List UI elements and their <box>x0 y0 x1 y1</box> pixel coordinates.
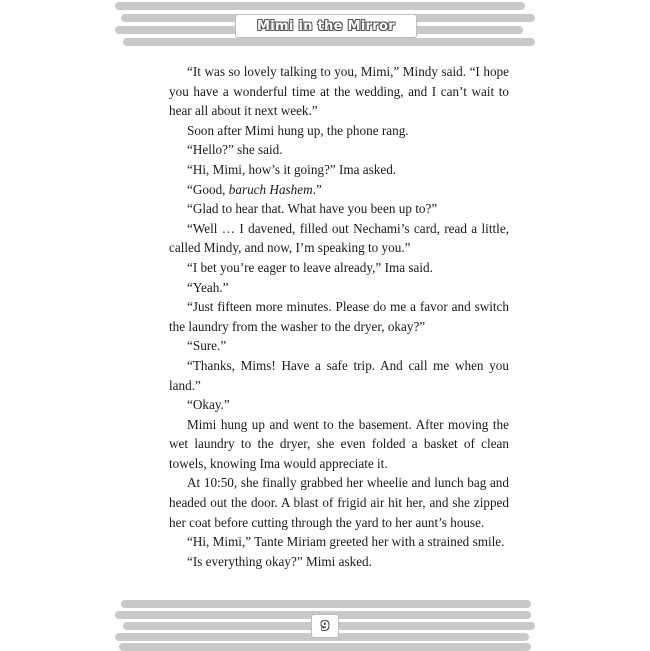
book-title: Mimi in the Mirror <box>257 18 395 34</box>
paragraph: “Sure.” <box>187 338 227 354</box>
paragraph: “Okay.” <box>187 397 230 413</box>
paragraph: Mimi hung up and went to the basement. After moving the wet laundry to the dryer, she even folded a basket of clean towels, knowing Ima would appreciate it. <box>169 416 509 471</box>
paragraph <box>169 180 509 200</box>
paragraph: “Just fifteen more minutes. Please do me a favor and switch the laundry from the washer to the dryer, okay?” <box>169 299 509 334</box>
page-body <box>169 62 509 571</box>
paragraph: Soon after Mimi hung up, the phone rang. <box>187 122 409 138</box>
paragraph: “Yeah.” <box>187 279 229 295</box>
paragraph: At 10:50, she finally grabbed her wheelie and lunch bag and headed out the door. A blast of frigid air hit her, and she zipped her coat before cutting through the yard to her aunt’s house. <box>169 475 509 530</box>
page-number-badge <box>311 614 339 638</box>
paragraph: “Hi, Mimi,” Tante Miriam greeted her with a strained smile. <box>187 534 505 550</box>
page-number: 9 <box>320 619 330 633</box>
paragraph: “Hi, Mimi, how’s it going?” Ima asked. <box>187 161 397 177</box>
paragraph: “Is everything okay?” Mimi asked. <box>187 553 372 569</box>
paragraph: “Well … I davened, filled out Nechami’s card, read a little, called Mindy, and now, I’m speaking to you.” <box>169 220 509 256</box>
paragraph: “It was so lovely talking to you, Mimi,” Mindy said. “I hope you have a wonderful time at the wedding, and I can’t wait to hear all about it next week.” <box>169 64 509 119</box>
italic-phrase: baruch Hashem <box>228 181 313 197</box>
paragraph-text: .” <box>312 181 322 197</box>
running-header <box>235 14 417 38</box>
paragraph: “I bet you’re eager to leave already,” Ima said. <box>187 259 433 275</box>
paragraph: “Hello?” she said. <box>187 142 283 158</box>
book-page <box>115 0 535 650</box>
paragraph: “Thanks, Mims! Have a safe trip. And call me when you land.” <box>169 357 509 393</box>
paragraph: “Glad to hear that. What have you been up to?” <box>187 201 438 217</box>
paragraph-text: “Good, <box>187 181 229 197</box>
header-stripes <box>115 0 535 56</box>
